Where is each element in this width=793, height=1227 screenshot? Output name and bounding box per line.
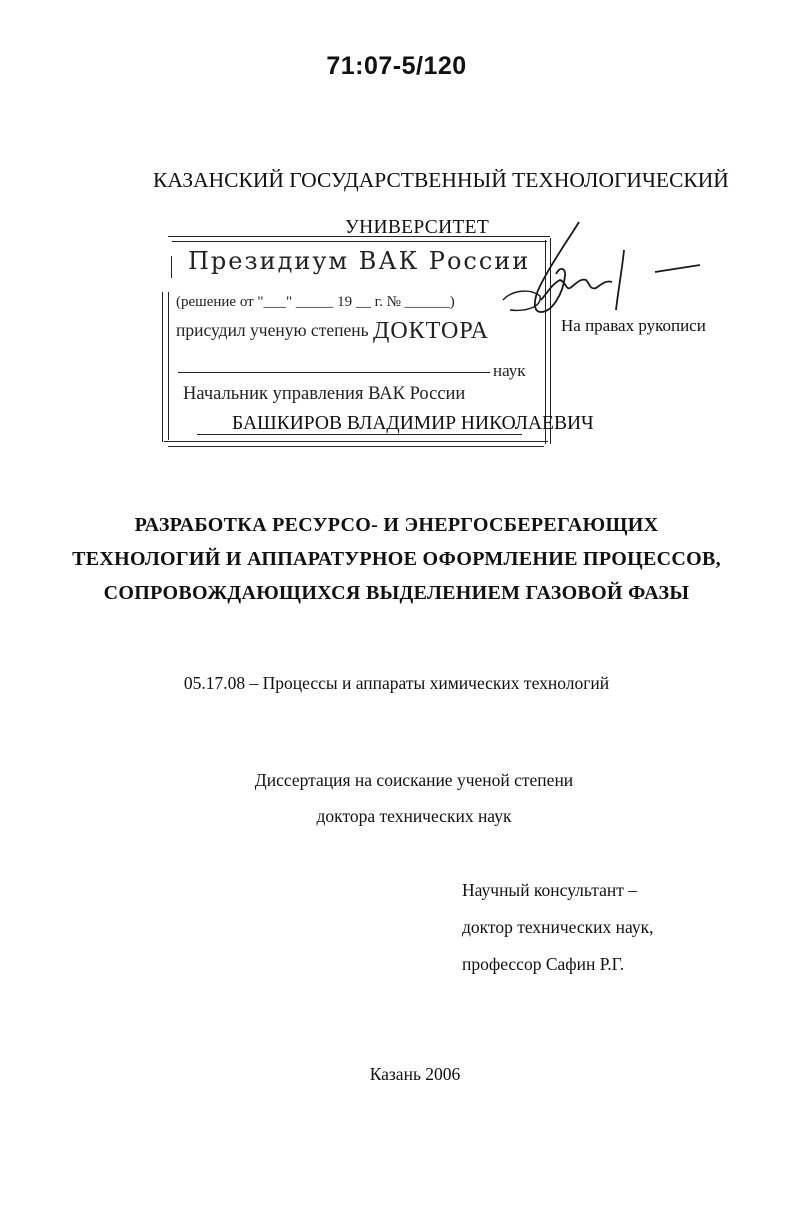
stamp-degree: ДОКТОРА [372,318,489,344]
stamp-decision: (решение от "___" _____ 19 __ г. № ______) [176,294,455,310]
archive-code: 71:07-5/120 [326,52,467,80]
consultant-line2: доктор технических наук, [462,917,654,937]
dissertation-line1: Диссертация на соискание ученой степени [254,770,574,790]
city-year: Казань 2006 [369,1064,461,1084]
consultant-line1: Научный консультант – [462,880,637,900]
university-name-line2: УНИВЕРСИТЕТ [345,217,490,238]
specialty: 05.17.08 – Процессы и аппараты химических технологий [183,673,610,693]
author-name: БАШКИРОВ ВЛАДИМИР НИКОЛАЕВИЧ [232,413,594,434]
title-line-3: СОПРОВОЖДАЮЩИХСЯ ВЫДЕЛЕНИЕМ ГАЗОВОЙ ФАЗЫ [103,582,690,604]
stamp-awarded-prefix: присудил ученую степень [176,320,369,340]
title-line-2: ТЕХНОЛОГИЙ И АППАРАТУРНОЕ ОФОРМЛЕНИЕ ПРОЦЕССОВ, [72,548,721,570]
title-line-1: РАЗРАБОТКА РЕСУРСО- И ЭНЕРГОСБЕРЕГАЮЩИХ [134,514,659,536]
stamp-science: наук [493,361,526,380]
rights-note: На правах рукописи [561,316,706,335]
stamp-head: Начальник управления ВАК России [183,384,466,404]
dissertation-title [0,508,793,610]
consultant-line3: профессор Сафин Р.Г. [462,954,625,974]
stamp-title: Президиум ВАК России [188,247,531,275]
university-name-line1: КАЗАНСКИЙ ГОСУДАРСТВЕННЫЙ ТЕХНОЛОГИЧЕСКИЙ [153,168,729,192]
dissertation-line2: доктора технических наук [316,806,512,826]
